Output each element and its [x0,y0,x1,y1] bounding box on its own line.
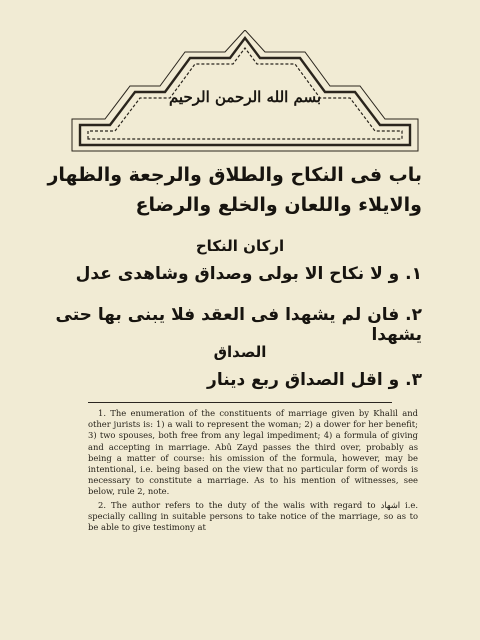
chapter-title-line-1: باب فى النكاح والطلاق والرجعة والظهار [47,164,422,186]
verse-1: ١. و لا نكاح الا بولى وصداق وشاهدى عدل [75,264,422,284]
section-heading-marriage-pillars: اركان النكاح [195,237,285,255]
section-heading-dower: الصداق [213,343,267,361]
verse-3: ٣. و اقل الصداق ربع دينار [207,370,422,390]
chapter-title-line-2: والايلاء واللعان والخلع والرضاع [135,194,422,216]
verse-2: ٢. فان لم يشهدا فى العقد فلا يبنى بها حتى يشهدا [55,305,422,345]
footnotes [88,408,418,535]
bismillah-title: بسم الله الرحمن الرحيم [168,88,322,106]
footnote-separator [88,402,392,403]
footnote-1: 1. The enumeration of the constituents of marriage given by Khalil and other jurists is: 1) a wali to represent the woman; 2) a dower for her benefit; 3) two spouses, both free from any legal impediment; 4) a formula of giving and accepting in marriage. Abû Zayd passes the third over, probably as being a matter of course: his omission of the formula, however, may be intentional, i.e. being based on the view that no particular form of words is necessary to constitute a marriage. As to his mention of witnesses, see below, rule 2, note. [88,408,418,497]
footnote-2: 2. The author refers to the duty of the walis with regard to اشهاد i.e. specially calling in suitable persons to take notice of the marriage, so as to be able to give testimony at [88,499,419,533]
